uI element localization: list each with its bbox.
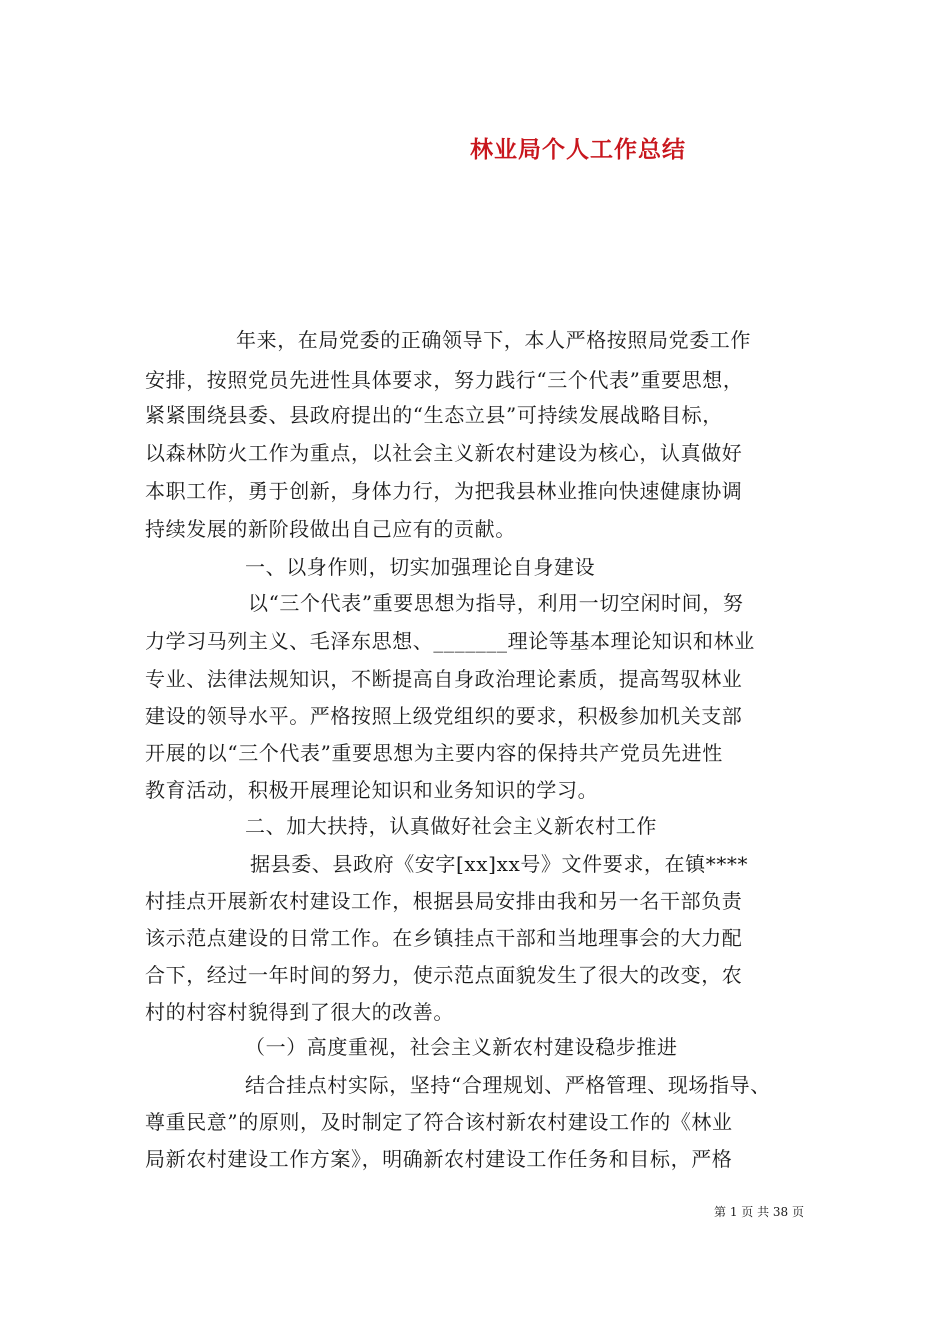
body-line: 以“三个代表”重要思想为指导，利用一切空闲时间，努 bbox=[248, 591, 744, 615]
subsection-heading: （一）高度重视，社会主义新农村建设稳步推进 bbox=[245, 1035, 678, 1059]
body-line: 结合挂点村实际，坚持“合理规划、严格管理、现场指导、 bbox=[245, 1073, 771, 1097]
section-heading: 一、以身作则，切实加强理论自身建设 bbox=[245, 555, 596, 579]
body-line: 持续发展的新阶段做出自己应有的贡献。 bbox=[145, 517, 516, 541]
body-line: 建设的领导水平。严格按照上级党组织的要求，积极参加机关支部 bbox=[145, 704, 743, 728]
body-line: 局新农村建设工作方案》，明确新农村建设工作任务和目标，严格 bbox=[145, 1147, 733, 1171]
body-line: 专业、法律法规知识，不断提高自身政治理论素质，提高驾驭林业 bbox=[145, 667, 743, 691]
body-line: 紧紧围绕县委、县政府提出的“生态立县”可持续发展战略目标， bbox=[145, 403, 723, 427]
body-line: 合下，经过一年时间的努力，使示范点面貌发生了很大的改变，农 bbox=[145, 963, 743, 987]
body-line: 据县委、县政府《安字[xx]xx号》文件要求，在镇**** bbox=[250, 852, 749, 876]
body-line: 本职工作，勇于创新，身体力行，为把我县林业推向快速健康协调 bbox=[145, 479, 743, 503]
page-number-footer: 第 1 页 共 38 页 bbox=[714, 1205, 804, 1219]
body-line: 村挂点开展新农村建设工作，根据县局安排由我和另一名干部负责 bbox=[145, 889, 743, 913]
document-title: 林业局个人工作总结 bbox=[470, 136, 686, 163]
body-line: 力学习马列主义、毛泽东思想、_______理论等基本理论知识和林业 bbox=[145, 629, 755, 653]
body-line: 村的村容村貌得到了很大的改善。 bbox=[145, 1000, 454, 1024]
body-line: 尊重民意”的原则，及时制定了符合该村新农村建设工作的《林业 bbox=[145, 1110, 733, 1134]
body-line: 以森林防火工作为重点，以社会主义新农村建设为核心，认真做好 bbox=[145, 441, 743, 465]
body-line: 开展的以“三个代表”重要思想为主要内容的保持共产党员先进性 bbox=[145, 741, 723, 765]
body-line: 安排，按照党员先进性具体要求，努力践行“三个代表”重要思想， bbox=[145, 368, 744, 392]
body-line: 该示范点建设的日常工作。在乡镇挂点干部和当地理事会的大力配 bbox=[145, 926, 743, 950]
section-heading: 二、加大扶持，认真做好社会主义新农村工作 bbox=[245, 814, 657, 838]
body-line: 教育活动，积极开展理论知识和业务知识的学习。 bbox=[145, 778, 599, 802]
body-line: 年来，在局党委的正确领导下，本人严格按照局党委工作 bbox=[236, 328, 751, 352]
